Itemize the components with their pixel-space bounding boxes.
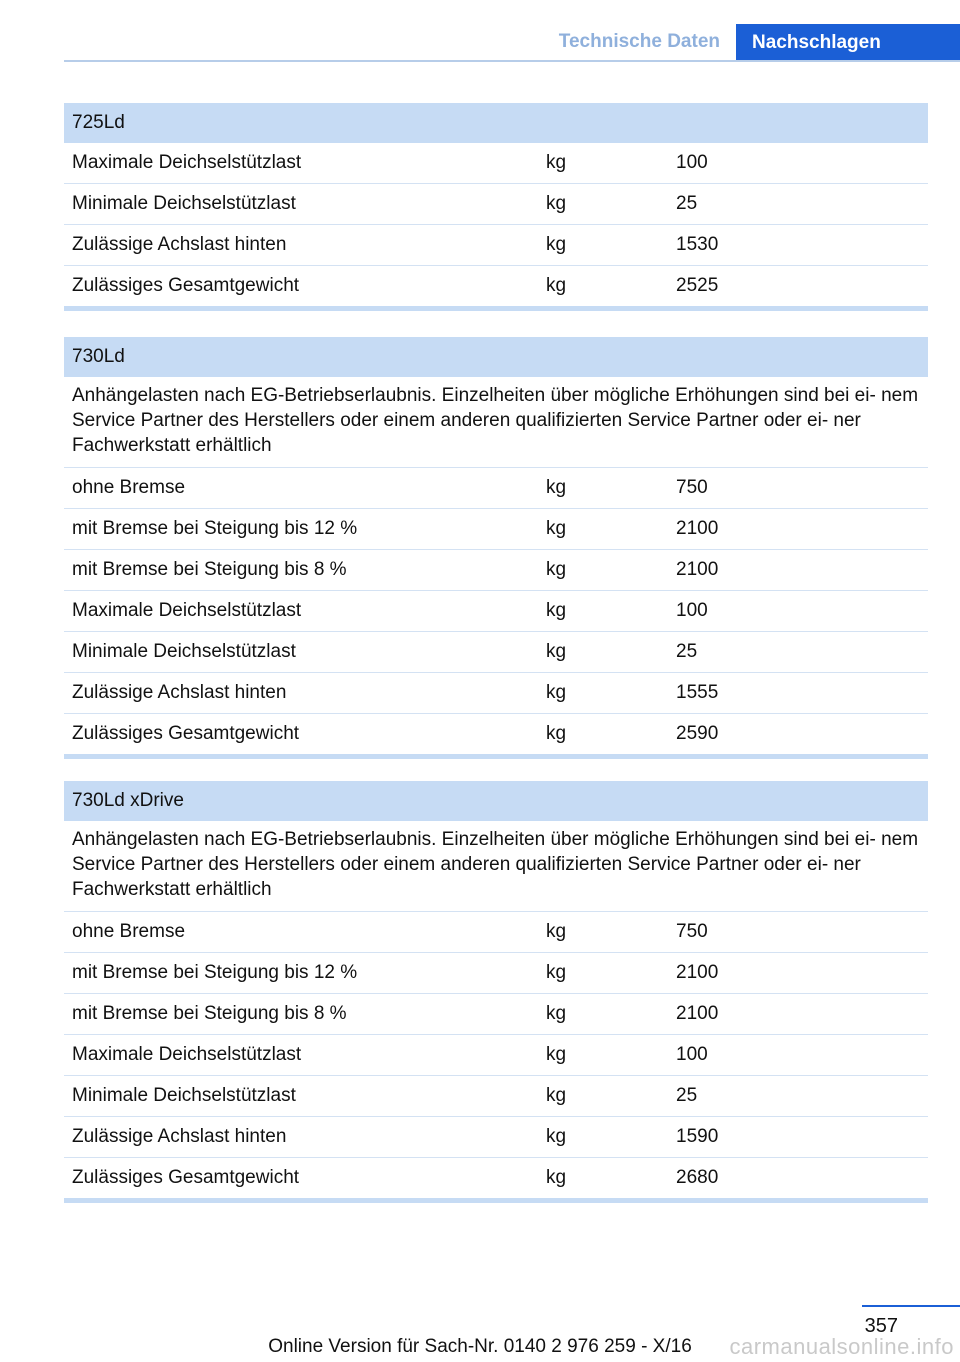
- row-unit: kg: [546, 152, 567, 173]
- table-row: [64, 1076, 928, 1117]
- row-value: 2525: [676, 275, 719, 296]
- row-unit: kg: [546, 1003, 567, 1024]
- row-label: mit Bremse bei Steigung bis 12 %: [72, 518, 358, 539]
- row-label: ohne Bremse: [72, 477, 186, 498]
- row-label: Maximale Deichselstützlast: [72, 152, 302, 173]
- header-rule: [64, 60, 960, 62]
- row-unit: kg: [546, 921, 567, 942]
- tab-technische-daten[interactable]: Technische Daten: [558, 31, 720, 52]
- row-unit: kg: [546, 1085, 567, 1106]
- row-value: 1590: [676, 1126, 719, 1147]
- row-value: 1530: [676, 234, 719, 255]
- table-row: [64, 912, 928, 953]
- row-value: 100: [676, 600, 708, 621]
- table-row: [64, 550, 928, 591]
- row-value: 100: [676, 1044, 708, 1065]
- table-note: Anhängelasten nach EG-Betriebserlaubnis. Einzelheiten über mögliche Erhöhungen sind bei ei‐ nem Service Partner des Herstellers oder einem anderen qualifizierten Service Partner oder ei‐ ner Fachwerkstatt erhältlich: [64, 821, 928, 912]
- row-unit: kg: [546, 559, 567, 580]
- page-number: 357: [864, 1315, 898, 1337]
- table-row: [64, 184, 928, 225]
- table-title: 730Ld xDrive: [64, 781, 928, 821]
- row-label: Minimale Deichselstützlast: [72, 1085, 296, 1106]
- row-unit: kg: [546, 723, 567, 744]
- table-725ld: [64, 103, 928, 311]
- table-row: [64, 468, 928, 509]
- row-unit: kg: [546, 641, 567, 662]
- row-unit: kg: [546, 682, 567, 703]
- table-row: [64, 673, 928, 714]
- table-row: [64, 1117, 928, 1158]
- row-label: ohne Bremse: [72, 921, 186, 942]
- row-label: Minimale Deichselstützlast: [72, 641, 296, 662]
- table-row: [64, 953, 928, 994]
- row-unit: kg: [546, 1126, 567, 1147]
- table-row: [64, 1158, 928, 1203]
- row-label: Maximale Deichselstützlast: [72, 1044, 302, 1065]
- row-value: 100: [676, 152, 708, 173]
- row-value: 25: [676, 641, 698, 662]
- table-title: 730Ld: [64, 337, 928, 377]
- table-row: [64, 143, 928, 184]
- row-label: mit Bremse bei Steigung bis 8 %: [72, 1003, 347, 1024]
- row-unit: kg: [546, 1044, 567, 1065]
- row-unit: kg: [546, 518, 567, 539]
- row-value: 25: [676, 193, 698, 214]
- page-number-rule: [862, 1305, 960, 1307]
- table-title: 725Ld: [64, 103, 928, 143]
- row-unit: kg: [546, 477, 567, 498]
- row-label: mit Bremse bei Steigung bis 8 %: [72, 559, 347, 580]
- tab-nachschlagen[interactable]: Nachschlagen: [736, 24, 960, 62]
- row-unit: kg: [546, 600, 567, 621]
- page-header: [64, 24, 960, 62]
- row-label: Zulässiges Gesamtgewicht: [72, 275, 300, 296]
- table-row: [64, 632, 928, 673]
- row-value: 2100: [676, 1003, 719, 1024]
- table-row: [64, 225, 928, 266]
- table-row: [64, 591, 928, 632]
- table-row: [64, 266, 928, 311]
- row-value: 750: [676, 477, 708, 498]
- row-value: 2100: [676, 518, 719, 539]
- table-730ld-xdrive: [64, 781, 928, 1203]
- row-unit: kg: [546, 1167, 567, 1188]
- row-value: 2680: [676, 1167, 719, 1188]
- row-value: 2100: [676, 962, 719, 983]
- table-row: [64, 994, 928, 1035]
- row-label: Zulässige Achslast hinten: [72, 682, 287, 703]
- row-unit: kg: [546, 234, 567, 255]
- table-note: Anhängelasten nach EG-Betriebserlaubnis. Einzelheiten über mögliche Erhöhungen sind bei ei‐ nem Service Partner des Herstellers oder einem anderen qualifizierten Service Partner oder ei‐ ner Fachwerkstatt erhältlich: [64, 377, 928, 468]
- row-label: Zulässige Achslast hinten: [72, 234, 287, 255]
- online-version-footer: Online Version für Sach-Nr. 0140 2 976 259 - X/16: [268, 1336, 692, 1357]
- row-value: 2590: [676, 723, 719, 744]
- row-value: 1555: [676, 682, 719, 703]
- row-label: Zulässiges Gesamtgewicht: [72, 1167, 300, 1188]
- row-label: Maximale Deichselstützlast: [72, 600, 302, 621]
- row-label: mit Bremse bei Steigung bis 12 %: [72, 962, 358, 983]
- row-value: 750: [676, 921, 708, 942]
- table-row: [64, 1035, 928, 1076]
- table-730ld: [64, 337, 928, 759]
- row-unit: kg: [546, 275, 567, 296]
- row-value: 25: [676, 1085, 698, 1106]
- row-label: Zulässige Achslast hinten: [72, 1126, 287, 1147]
- row-unit: kg: [546, 193, 567, 214]
- row-label: Minimale Deichselstützlast: [72, 193, 296, 214]
- table-row: [64, 509, 928, 550]
- row-label: Zulässiges Gesamtgewicht: [72, 723, 300, 744]
- row-value: 2100: [676, 559, 719, 580]
- watermark: carmanualsonline.info: [729, 1334, 954, 1359]
- row-unit: kg: [546, 962, 567, 983]
- table-row: [64, 714, 928, 759]
